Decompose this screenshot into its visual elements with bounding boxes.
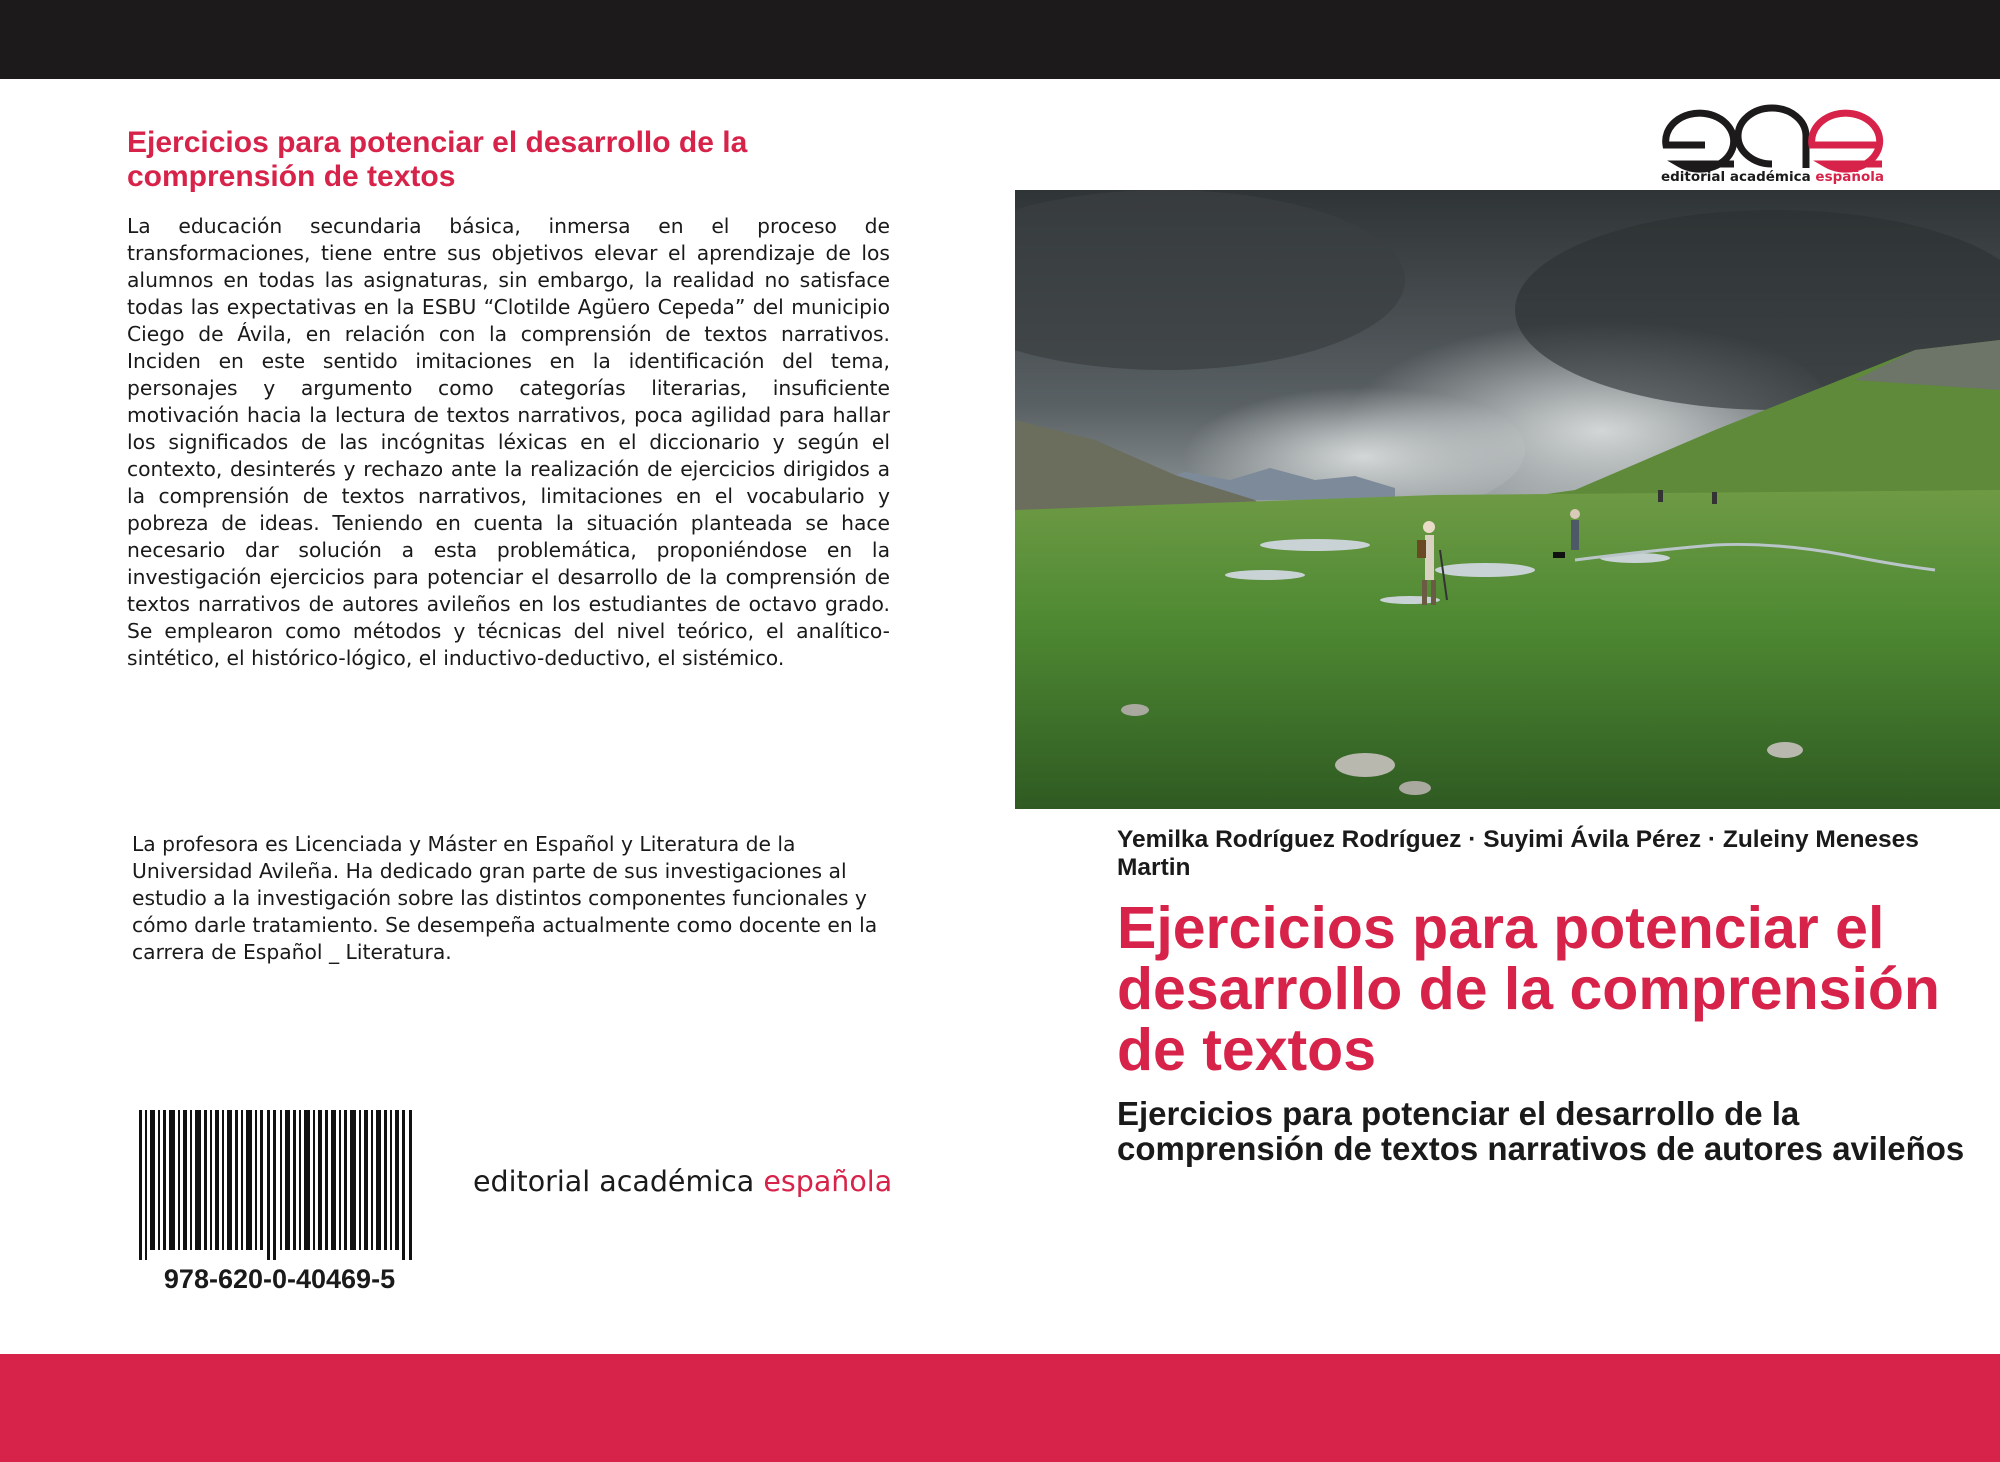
back-cover-title: Ejercicios para potenciar el desarrollo de la comprensión de textos [127,126,748,193]
bottom-band [0,1354,2000,1462]
logo-caption-accent: española [1815,169,1885,185]
cover-photo-landscape [1015,190,2000,809]
logo-caption-main: editorial académica [1660,169,1816,185]
publisher-imprint [473,1165,892,1198]
top-band [0,0,2000,79]
back-cover-abstract: La educación secundaria básica, inmersa en el proceso de transformaciones, tiene entre sus objetivos elevar el aprendizaje de los alumnos en todas las asignaturas, sin embargo, la realidad no satisface todas las expectativas en la ESBU “Clotilde Agüero Cepeda” del municipio Ciego de Ávila, en relación con la comprensión de textos narrativos. Inciden en este sentido imitaciones en la identificación del tema, personajes y argumento como categorías literarias, insuficiente motivación hacia la lectura de textos narrativos, poca agilidad para hallar los significados de las incógnitas léxicas en el diccionario y según el contexto, desinterés y rechazo ante la realización de ejercicios dirigidos a la comprensión de textos narrativos, limitaciones en el vocabulario y pobreza de ideas. Teniendo en cuenta la situación planteada se hace necesario dar solución a esta problemática, proponiéndose en la investigación ejercicios para potenciar el desarrollo de la comprensión de textos narrativos de autores avileños en los estudiantes de octavo grado. Se emplearon como métodos y técnicas del nivel teórico, el analítico-sintético, el histórico-lógico, el inductivo-deductivo, el sistémico. [127,214,890,670]
barcode-icon [139,1110,419,1260]
author-bio: La profesora es Licenciada y Máster en Español y Literatura de la Universidad Avileña. Ha dedicado gran parte de sus investigaciones al estudio a la investigación sobre las distintos componentes funcionales y cómo darle tratamiento. Se desempeña actualmente como docente en la carrera de Español _ Literatura. [132,832,878,964]
isbn: 978-620-0-40469-5 [163,1264,396,1294]
front-cover-title: Ejercicios para potenciar el desarrollo de la comprensión de textos [1117,895,1940,1083]
logo-caption [1660,169,1885,185]
authors: Yemilka Rodríguez Rodríguez · Suyimi Ávila Pérez · Zuleiny Meneses Martin [1117,826,1919,881]
front-cover-subtitle: Ejercicios para potenciar el desarrollo de la comprensión de textos narrativos de autores avileños [1117,1095,1965,1167]
publisher-name-accent: española [763,1165,893,1198]
publisher-name: editorial académica [473,1165,764,1198]
